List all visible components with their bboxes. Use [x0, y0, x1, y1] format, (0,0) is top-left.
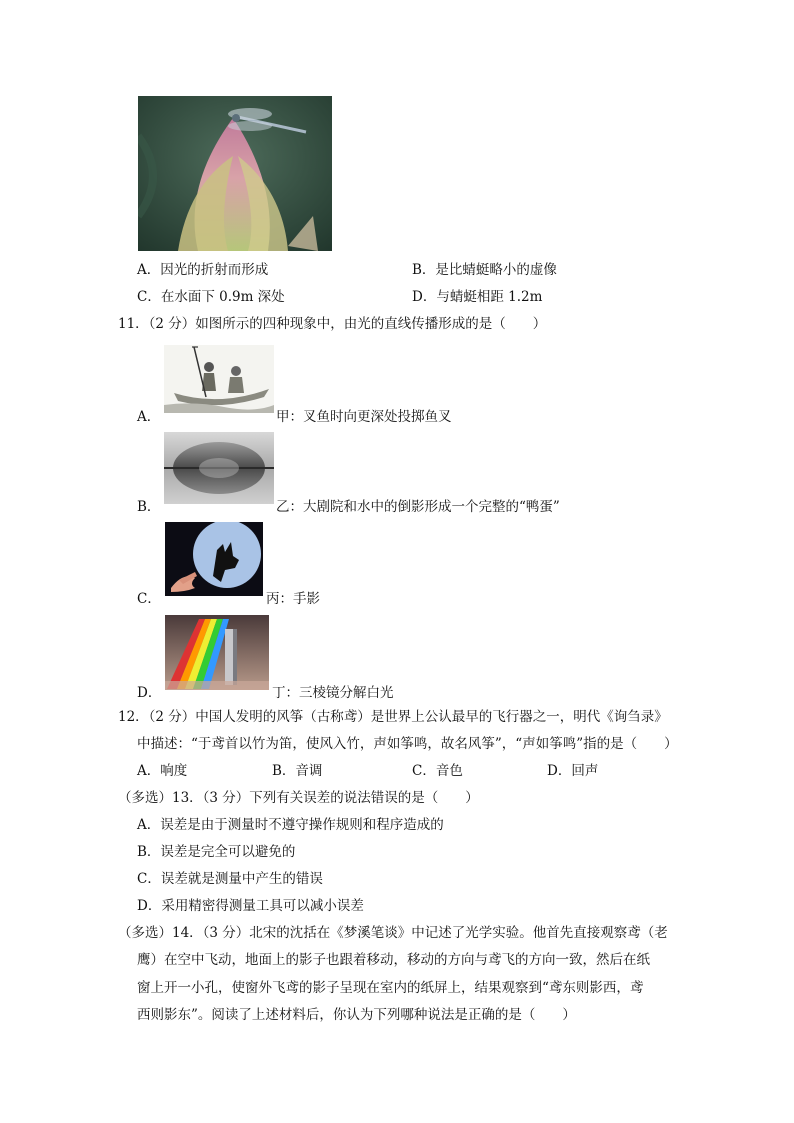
q11-option-b-caption: 乙：大剧院和水中的倒影形成一个完整的“鸭蛋”	[276, 499, 560, 515]
q12-stem-line2: 中描述：“于鸢首以竹为笛，使风入竹，声如筝鸣，故名风筝”，“声如筝鸣”指的是（ ）	[137, 736, 678, 752]
fishing-spear-image	[164, 345, 274, 413]
q12-option-d: D．回声	[547, 763, 599, 779]
q10-option-c: C．在水面下 0.9m 深处	[137, 289, 285, 305]
q12-stem-line1: 12．（2 分）中国人发明的风筝（古称鸢）是世界上公认最早的飞行器之一，明代《询刍录》	[118, 709, 668, 725]
q14-line4: 西则影东”。阅读了上述材料后，你认为下列哪种说法是正确的是（ ）	[137, 1007, 576, 1023]
q12-option-b: B．音调	[272, 763, 323, 779]
q13-option-c: C．误差就是测量中产生的错误	[137, 871, 323, 887]
q10-option-d: D．与蜻蜓相距 1.2m	[412, 289, 543, 305]
theater-reflection-image	[164, 432, 274, 504]
q11-option-d-caption: 丁：三棱镜分解白光	[272, 685, 394, 701]
q12-option-a: A．响度	[137, 763, 188, 779]
q13-option-b: B．误差是完全可以避免的	[137, 844, 296, 860]
q11-option-a-caption: 甲：叉鱼时向更深处投掷鱼叉	[276, 409, 452, 425]
q14-line2: 鹰）在空中飞动，地面上的影子也跟着移动，移动的方向与鸢飞的方向一致，然后在纸	[137, 952, 650, 968]
q13-option-a: A．误差是由于测量时不遵守操作规则和程序造成的	[137, 817, 444, 833]
q13-stem: （多选）13．（3 分）下列有关误差的说法错误的是（ ）	[118, 790, 479, 806]
q11-option-c-letter: C．	[137, 591, 161, 607]
q11-option-a-letter: A．	[137, 409, 161, 425]
q14-line1: （多选）14．（3 分）北宋的沈括在《梦溪笔谈》中记述了光学实验。他首先直接观察鸢（老	[118, 925, 668, 941]
hand-shadow-image	[165, 522, 263, 596]
q11-option-b-letter: B．	[137, 499, 161, 515]
q11-option-c-caption: 丙：手影	[266, 591, 320, 607]
q12-option-c: C．音色	[412, 763, 463, 779]
q10-option-a: A．因光的折射而形成	[137, 262, 269, 278]
q13-option-d: D．采用精密得测量工具可以减小误差	[137, 898, 364, 914]
q11-stem: 11．（2 分）如图所示的四种现象中，由光的直线传播形成的是（ ）	[118, 316, 547, 332]
q11-option-d-letter: D．	[137, 685, 162, 701]
prism-spectrum-image	[165, 615, 269, 690]
q10-option-b: B．是比蜻蜓略小的虚像	[412, 262, 557, 278]
q14-line3: 窗上开一小孔，使窗外飞鸢的影子呈现在室内的纸屏上，结果观察到“鸢东则影西，鸢	[137, 980, 644, 996]
lotus-dragonfly-photo	[138, 96, 332, 251]
